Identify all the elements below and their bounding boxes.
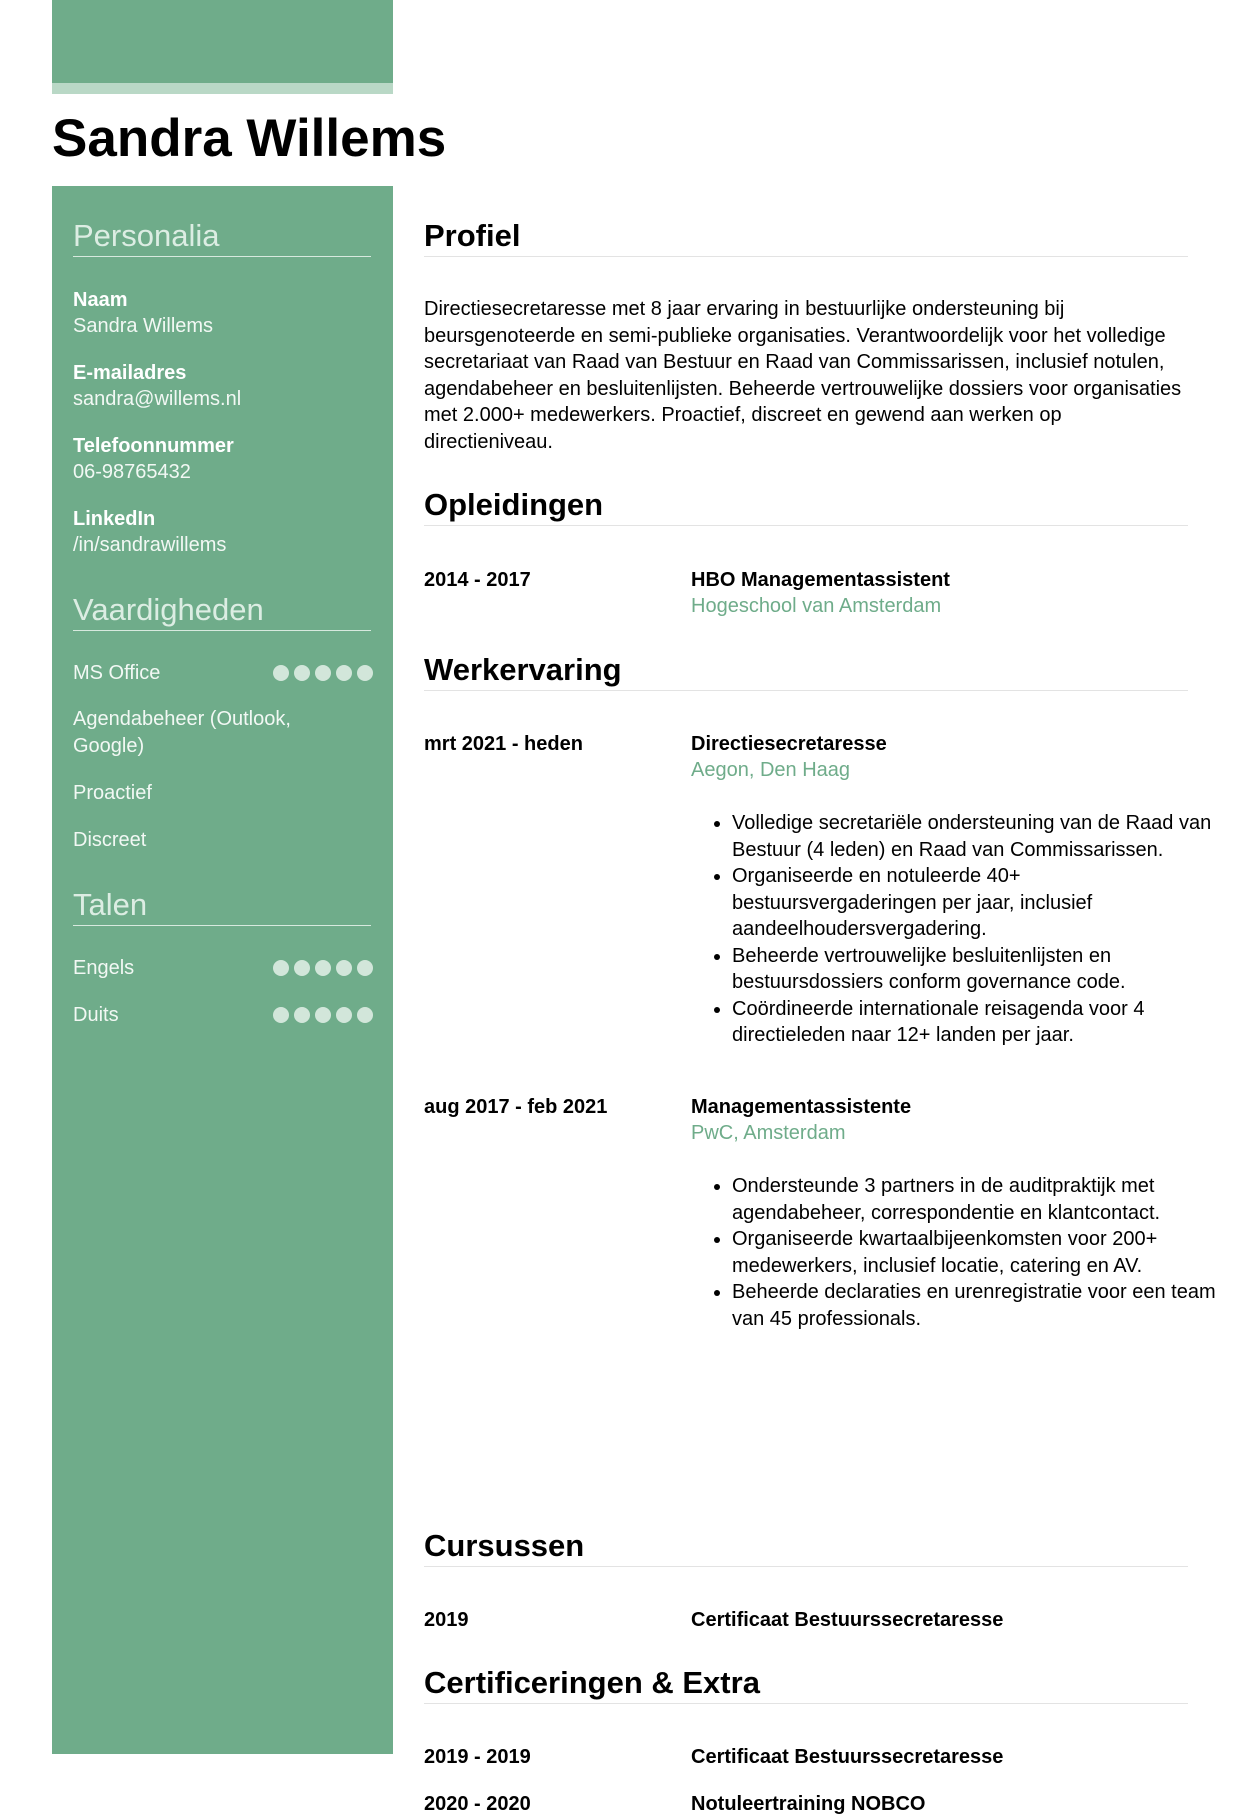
job-company: PwC, Amsterdam — [691, 1122, 846, 1144]
job-period: mrt 2021 - heden — [424, 733, 583, 755]
skill-rating — [273, 665, 373, 681]
certification-period: 2020 - 2020 — [424, 1793, 531, 1815]
education-institution: Hogeschool van Amsterdam — [691, 595, 942, 617]
phone-value: 06-98765432 — [73, 461, 191, 483]
name-label: Naam — [73, 289, 128, 311]
list-item: • Organiseerde kwartaalbijeenkomsten voor 200+ medewerkers, inclusief locatie, catering en AV. — [732, 1226, 1229, 1279]
language-item: Duits — [73, 1004, 119, 1026]
candidate-name: Sandra Willems — [52, 109, 447, 168]
rating-dot — [273, 665, 289, 681]
rating-dot — [336, 1007, 352, 1023]
email-label: E-mailadres — [73, 362, 187, 384]
email-value: sandra@willems.nl — [73, 388, 242, 410]
skill-item: Discreet — [73, 829, 147, 851]
experience-heading: Werkervaring — [424, 650, 1188, 691]
language-item: Engels — [73, 957, 135, 979]
skill-item: MS Office — [73, 662, 161, 684]
rating-dot — [357, 665, 373, 681]
language-rating — [273, 960, 373, 976]
rating-dot — [315, 1007, 331, 1023]
courses-heading: Cursussen — [424, 1526, 1188, 1567]
rating-dot — [273, 960, 289, 976]
rating-dot — [357, 960, 373, 976]
linkedin-value: /in/sandrawillems — [73, 534, 227, 556]
list-item: • Ondersteunde 3 partners in de auditpraktijk met agendabeheer, correspondentie en klantcontact. — [732, 1173, 1229, 1226]
rating-dot — [294, 960, 310, 976]
skill-item: Agendabeheer (Outlook, Google) — [73, 708, 291, 757]
header-color-block — [52, 0, 393, 83]
certifications-heading: Certificeringen & Extra — [424, 1663, 1188, 1704]
education-heading: Opleidingen — [424, 485, 1188, 526]
education-period: 2014 - 2017 — [424, 569, 531, 591]
rating-dot — [336, 960, 352, 976]
list-item: • Volledige secretariële ondersteuning van de Raad van Bestuur (4 leden) en Raad van Commissarissen. — [732, 810, 1229, 863]
list-item: • Coördineerde internationale reisagenda voor 4 directieleden naar 12+ landen per jaar. — [732, 996, 1229, 1049]
rating-dot — [357, 1007, 373, 1023]
list-item: • Organiseerde en notuleerde 40+ bestuursvergaderingen per jaar, inclusief aandeelhoudersvergadering. — [732, 863, 1229, 943]
course-period: 2019 — [424, 1609, 469, 1631]
rating-dot — [294, 1007, 310, 1023]
phone-label: Telefoonnummer — [73, 435, 234, 457]
job-period: aug 2017 - feb 2021 — [424, 1096, 608, 1118]
rating-dot — [273, 1007, 289, 1023]
job-bullets — [691, 1173, 1229, 1332]
name-value: Sandra Willems — [73, 315, 214, 337]
languages-heading: Talen — [73, 885, 371, 926]
rating-dot — [315, 665, 331, 681]
job-bullets — [691, 810, 1229, 1049]
rating-dot — [336, 665, 352, 681]
course-title: Certificaat Bestuurssecretaresse — [691, 1609, 1004, 1631]
job-title: Managementassistente — [691, 1096, 912, 1118]
main-content — [424, 186, 1216, 1815]
skills-heading: Vaardigheden — [73, 590, 371, 631]
job-title: Directiesecretaresse — [691, 733, 887, 755]
skill-item: Proactief — [73, 782, 152, 804]
rating-dot — [294, 665, 310, 681]
rating-dot — [315, 960, 331, 976]
certification-title: Notuleertraining NOBCO — [691, 1793, 926, 1815]
sidebar — [52, 186, 393, 1754]
header-accent-stripe — [52, 83, 393, 94]
job-company: Aegon, Den Haag — [691, 759, 851, 781]
personalia-heading: Personalia — [73, 216, 371, 257]
list-item: • Beheerde declaraties en urenregistratie voor een team van 45 professionals. — [732, 1279, 1229, 1332]
education-title: HBO Managementassistent — [691, 569, 950, 591]
profile-text: Directiesecretaresse met 8 jaar ervaring in bestuurlijke ondersteuning bij beursgenoteerde en semi-publieke organisaties. Verantwoordelijk voor het volledige secretariaat van Raad van Bestuur en Raad van Commissarissen, inclusief notulen, agendabeheer en besluitenlijsten. Beheerde vertrouwelijke dossiers voor organisaties met 2.000+ medewerkers. Proactief, discreet en gewend aan werken op directieniveau. — [424, 298, 1182, 453]
certification-period: 2019 - 2019 — [424, 1746, 531, 1768]
language-rating — [273, 1007, 373, 1023]
list-item: • Beheerde vertrouwelijke besluitenlijsten en bestuursdossiers conform governance code. — [732, 943, 1229, 996]
linkedin-label: LinkedIn — [73, 508, 156, 530]
profile-heading: Profiel — [424, 216, 1188, 257]
certification-title: Certificaat Bestuurssecretaresse — [691, 1746, 1004, 1768]
